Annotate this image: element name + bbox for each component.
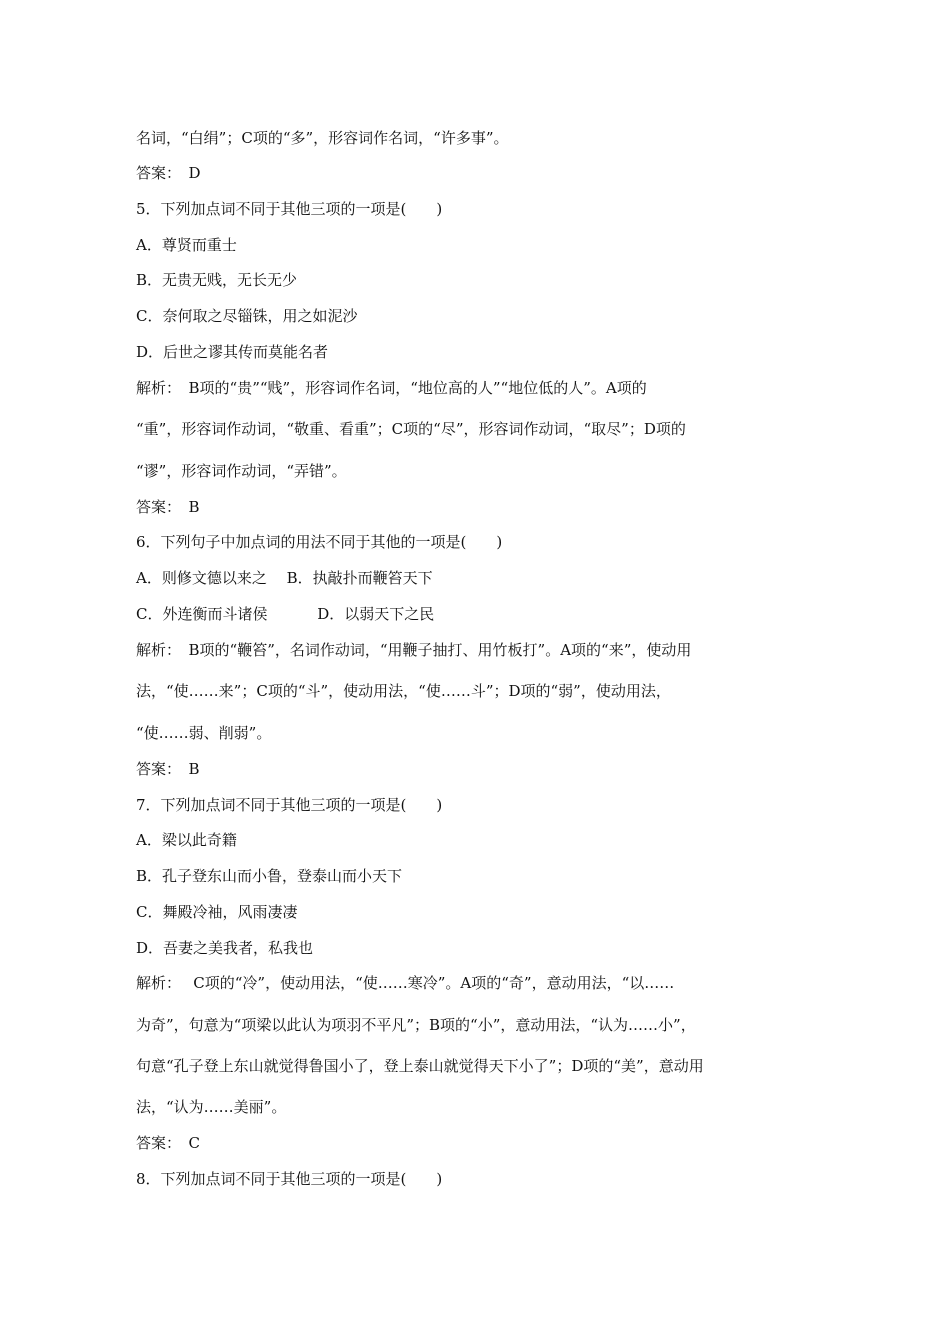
analysis-line: 法，“使……来”；C项的“斗”，使动用法，“使……斗”；D项的“弱”，使动用法， [136, 682, 671, 700]
answer-line: 答案： D [136, 164, 201, 182]
option-d: D．后世之谬其传而莫能名者 [136, 343, 329, 361]
question-8: 8．下列加点词不同于其他三项的一项是( ) [136, 1170, 443, 1188]
question-7: 7．下列加点词不同于其他三项的一项是( ) [136, 796, 443, 814]
option-line: C．外连衡而斗诸侯 D．以弱天下之民 [136, 605, 435, 623]
text-line: 名词，“白绢”；C项的“多”，形容词作名词，“许多事”。 [136, 129, 509, 147]
option-b: B．孔子登东山而小鲁，登泰山而小天下 [136, 867, 403, 885]
option-a: A．尊贤而重士 [136, 236, 237, 254]
analysis-line: 法，“认为……美丽”。 [136, 1098, 287, 1116]
analysis-line: “重”，形容词作动词，“敬重、看重”；C项的“尽”，形容词作动词，“取尽”；D项的 [136, 420, 686, 438]
option-b: B．无贵无贱，无长无少 [136, 271, 298, 289]
analysis-line: 解析： B项的“鞭笞”，名词作动词，“用鞭子抽打、用竹板打”。A项的“来”，使动用 [136, 641, 692, 659]
analysis-line: 解析： B项的“贵”“贱”，形容词作名词，“地位高的人”“地位低的人”。A项的 [136, 379, 647, 397]
analysis-line: 解析： C项的“冷”，使动用法，“使……寒冷”。A项的“奇”，意动用法，“以…… [136, 974, 675, 992]
option-line: A．则修文德以来之 B．执敲扑而鞭笞天下 [136, 569, 433, 587]
answer-line: 答案： B [136, 498, 200, 516]
analysis-line: 为奇”，句意为“项梁以此认为项羽不平凡”；B项的“小”，意动用法，“认为……小”， [136, 1016, 696, 1034]
option-d: D．吾妻之美我者，私我也 [136, 939, 314, 957]
analysis-line: 句意“孔子登上东山就觉得鲁国小了，登上泰山就觉得天下小了”；D项的“美”，意动用 [136, 1057, 704, 1075]
question-6: 6．下列句子中加点词的用法不同于其他的一项是( ) [136, 533, 503, 551]
analysis-line: “使……弱、削弱”。 [136, 724, 272, 742]
option-a: A．梁以此奇籍 [136, 831, 237, 849]
question-5: 5．下列加点词不同于其他三项的一项是( ) [136, 200, 443, 218]
analysis-line: “谬”，形容词作动词，“弄错”。 [136, 462, 347, 480]
answer-line: 答案： C [136, 1134, 200, 1152]
answer-line: 答案： B [136, 760, 200, 778]
option-c: C．舞殿冷袖，风雨凄凄 [136, 903, 298, 921]
option-c: C．奈何取之尽锱铢，用之如泥沙 [136, 307, 358, 325]
